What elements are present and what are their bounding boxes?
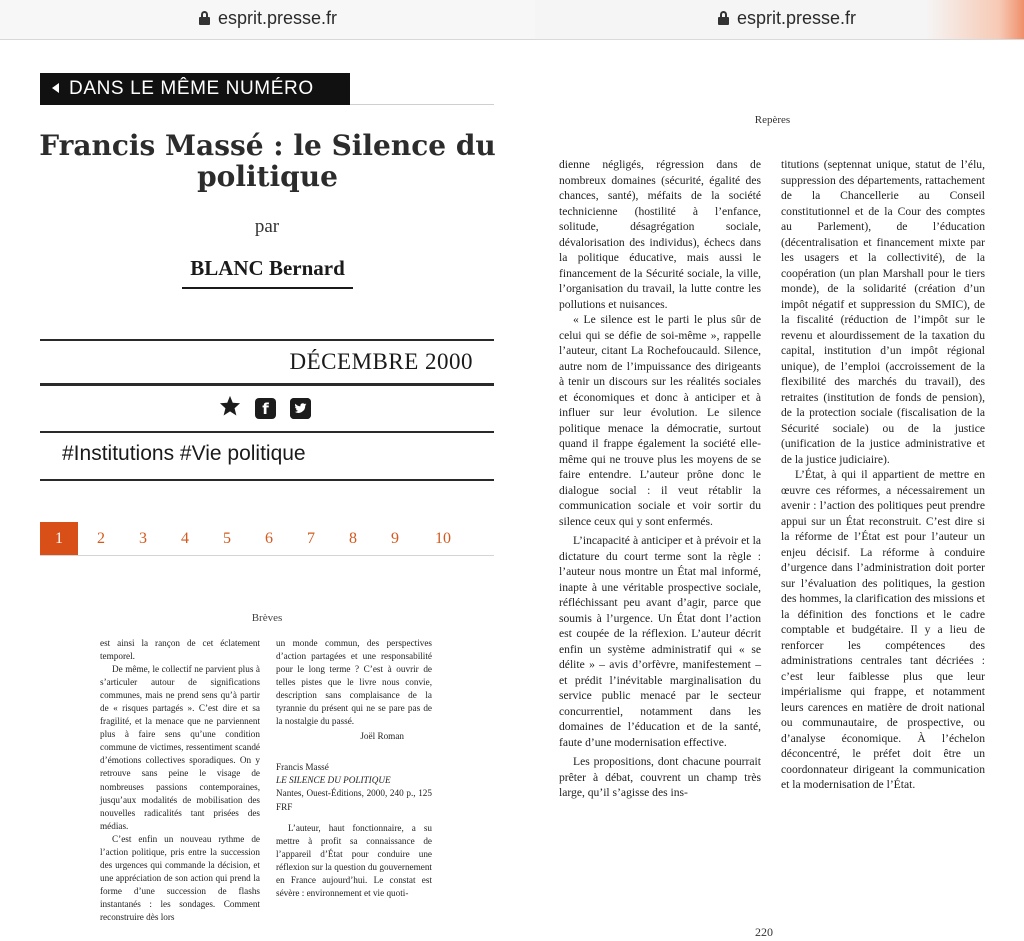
book-author: Francis Massé bbox=[276, 762, 329, 773]
same-issue-link[interactable] bbox=[40, 73, 350, 105]
scan-paragraph: un monde commun, des perspectives d’action partagées et une responsabilité pour le long terme ? C’est à ouvrir de telles pistes que le livre nous convie, description sans complaisance de la tyrannie du présent qui ne se pare pas de la nostalgie du passé. bbox=[276, 638, 432, 727]
lock-icon bbox=[199, 11, 210, 25]
date-top-rule bbox=[40, 339, 494, 341]
book-title: LE SILENCE DU POLITIQUE bbox=[276, 775, 391, 786]
scan-paragraph: L’État, à qui il appartient de mettre en œuvre ces réformes, a nécessairement un avenir : l’action des politiques peut prendre appui sur un État reconstruit. C’est dire si la réforme de l’État est pour l’auteur un enjeu décisif. La réforme à conduire d’urgence dans l’administration doit porter sur l’évaluation des politiques, la gestion des hommes, la clarification des missions et la définition des fonctions et le cadre comptable et budgétaire. Il y a lieu de renforcer les compétences des administrations centrales tant décriées : c’est leur faiblesse plus que leur impérialisme qui frappe, et notamment leurs carences en matière de droit national ou communautaire, de prospective, ou d’analyse économique. À l’échelon déconcentré, le préfet doit être un coordonnateur dirigeant la communication et la modernisation de l’État. bbox=[781, 468, 985, 791]
twitter-icon[interactable] bbox=[290, 398, 311, 419]
address-bar[interactable] bbox=[535, 0, 1024, 40]
article-title: Francis Massé : le Silence du politique bbox=[39, 129, 496, 193]
page-8-link[interactable]: 8 bbox=[349, 530, 357, 547]
scan-paragraph: De même, le collectif ne parvient plus à s’articuler autour de significations communes, mais ne prend sens qu’à partir de « risques partagés ». C’est dire et sa fragilité, et la menace que ne parviennent plus à faire sens qu’une condition commune de victimes, ressentiment scandé d’émotions collectives sporadiques. On y retrouve sans peine le visage de nombreuses passions contemporaines, jusqu’aux modalités de mobilisation des nouvelles radicalités tant prisées des médias. bbox=[100, 664, 260, 831]
scan-column-right bbox=[276, 637, 432, 900]
page-7-link[interactable]: 7 bbox=[307, 530, 315, 547]
scan-paragraph: C’est enfin un nouveau rythme de l’action politique, pris entre la succession des urgences qui commande la décision, et une appréciation de son action qui prend la forme d’une succession de flashs instantanés : les sondages. Comment reconstruire dès lors bbox=[100, 833, 260, 922]
issue-date: DÉCEMBRE 2000 bbox=[289, 349, 473, 374]
review-signature: Joël Roman bbox=[360, 731, 404, 742]
page-number: 220 bbox=[755, 925, 773, 939]
tags-top-rule bbox=[40, 431, 494, 433]
book-publication: Nantes, Ouest-Éditions, 2000, 240 p., 125 FRF bbox=[276, 788, 432, 812]
scan-column-left bbox=[559, 157, 761, 801]
page-1-link[interactable]: 1 bbox=[40, 522, 78, 555]
page-6-link[interactable]: 6 bbox=[265, 530, 273, 547]
scan-paragraph: L’incapacité à anticiper et à prévoir et la dictature du court terme sont la règle : l’auteur nous montre un État mal informé, inapte à une véritable prospective sociale, réfléchissant peu avant d’agir, parce que soumis à l’urgence. Un État dont l’action est coupée de la réflexion. L’auteur décrit enfin un système administratif qui « se délite » – avis d’orfèvre, manifestement – et prédit l’inévitable marginalisation du service public menacé par le secteur concurrentiel, notamment dans les domaines de l’éducation et de la santé, faute d’une modernisation effective. bbox=[559, 534, 761, 749]
page-navigation bbox=[40, 522, 494, 556]
right-screenshot-panel bbox=[535, 0, 1024, 941]
tag-list[interactable]: #Institutions #Vie politique bbox=[62, 442, 306, 465]
scan-paragraph: L’auteur, haut fonctionnaire, a su mettre à profit sa connaissance de l’appareil d’État pour conduire une réflexion sur la question du gouvernement en France aujourd’hui. Le constat est sévère : environnement et vie quoti- bbox=[276, 822, 432, 898]
scan-paragraph: dienne négligés, régression dans de nombreux domaines (sécurité, égalité des chances, santé), méfaits de la société technicienne (hostilité à l’enfance, solitude, désagrégation sociale, dévalorisation des individus), échecs dans la politique éducative, mais aussi le financement de la Sécurité sociale, la ville, l’organisation du travail, la lutte contre les pollutions et nuisances. bbox=[559, 158, 761, 311]
scan-section-header: Repères bbox=[754, 114, 791, 126]
lock-icon bbox=[718, 11, 729, 25]
scan-column-left bbox=[100, 637, 260, 924]
url-display[interactable] bbox=[199, 8, 337, 29]
same-issue-label: DANS LE MÊME NUMÉRO bbox=[69, 78, 314, 99]
url-text: esprit.presse.fr bbox=[737, 8, 857, 28]
scan-column-right bbox=[781, 157, 985, 793]
url-text: esprit.presse.fr bbox=[218, 8, 338, 28]
address-bar[interactable] bbox=[0, 0, 535, 40]
scan-paragraph: « Le silence est le parti le plus sûr de celui qui se défie de soi-même », rappelle l’auteur, citant La Rochefoucauld. Silence, autre nom de l’impuissance des dirigeants à tenir un discours sur les réalités sociales et économiques et donc à anticiper et à influer sur leur évolution. Le silence politique menace la démocratie, surtout quand il frappe également la société elle-même qui ne trouve plus les moyens de se faire entendre. L’auteur prône donc le dialogue social : il veut rétablir la communication sociale et voir sortir du silence ceux qui y sont enfermés. bbox=[559, 313, 761, 528]
scan-paragraph: Les propositions, dont chacune pourrait prêter à débat, couvrent un champ très large, qu’il s’agisse des ins- bbox=[559, 755, 761, 799]
tags-bottom-rule bbox=[40, 479, 494, 481]
page-10-link[interactable]: 10 bbox=[435, 530, 451, 547]
scan-section-header: Brèves bbox=[251, 612, 283, 624]
page-3-link[interactable]: 3 bbox=[139, 530, 147, 547]
date-bottom-rule bbox=[40, 383, 494, 386]
scan-paragraph: titutions (septennat unique, statut de l’élu, suppression des départements, rattachement de la Chancellerie au Conseil constitutionnel et de la Cour des comptes au Parlement), de l’éducation (décentralisation et financement mixte par les usagers et la collectivité), de la coopération (un plan Marshall pour le tiers monde), de la solidarité (création d’un impôt négatif et suppression du SMIC), de la fiscalité (réduction de l’impôt sur le revenu et alourdissement de la taxation du capital, institution d’un impôt régional unique), de l’emploi (accroissement de la flexibilité des marchés du travail), des retraites (institution de fonds de pension), de la protection sociale (fiscalisation de la Sécurité sociale) ou de la justice (unification de la justice administrative et de la justice judiciaire). bbox=[781, 158, 985, 466]
facebook-icon[interactable]: f bbox=[255, 398, 276, 419]
star-icon[interactable] bbox=[219, 395, 241, 421]
by-label: par bbox=[254, 216, 280, 237]
page-2-link[interactable]: 2 bbox=[97, 530, 105, 547]
page-4-link[interactable]: 4 bbox=[181, 530, 189, 547]
share-bar bbox=[219, 397, 311, 419]
author-name[interactable]: BLANC Bernard bbox=[182, 256, 353, 289]
page-9-link[interactable]: 9 bbox=[391, 530, 399, 547]
url-display[interactable] bbox=[718, 8, 856, 29]
triangle-left-icon bbox=[52, 83, 59, 93]
page-5-link[interactable]: 5 bbox=[223, 530, 231, 547]
scan-paragraph: est ainsi la rançon de cet éclatement temporel. bbox=[100, 638, 260, 662]
